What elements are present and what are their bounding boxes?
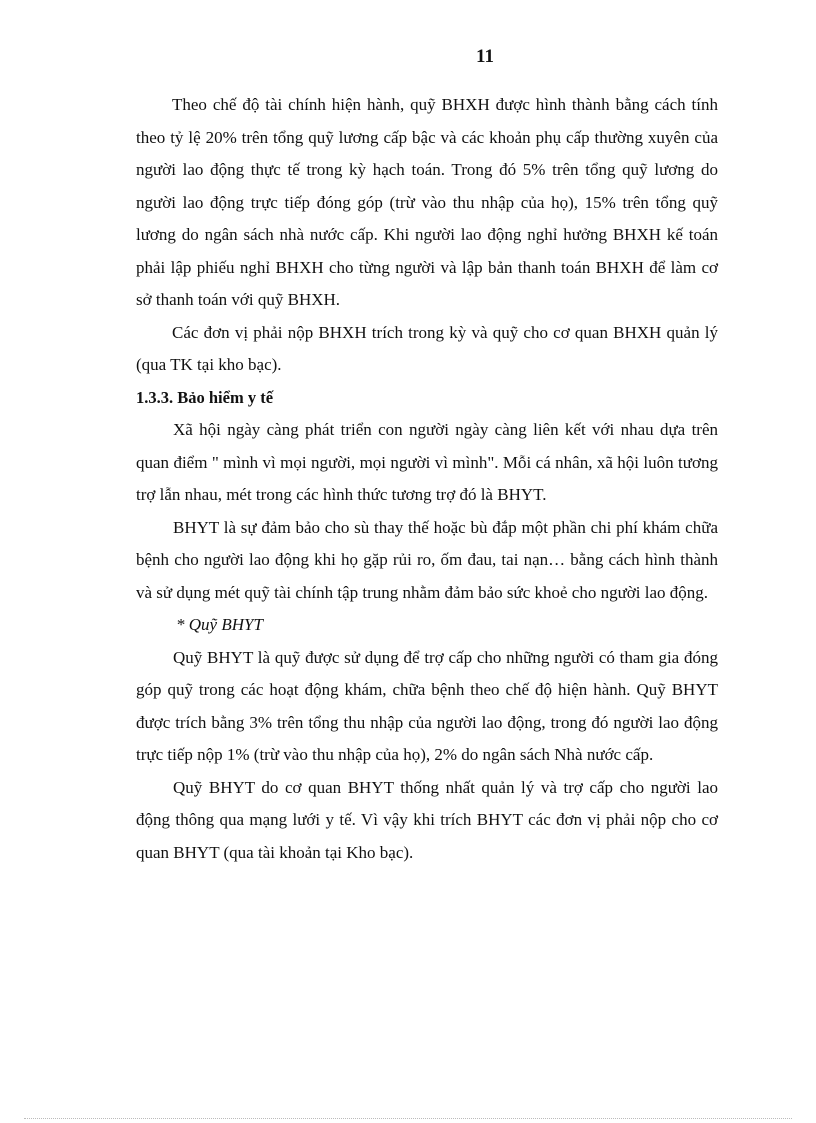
paragraph-bhxh-payment: Các đơn vị phải nộp BHXH trích trong kỳ và quỹ cho cơ quan BHXH quản lý (qua TK tại kho bạc).	[136, 322, 718, 374]
paragraph-bhyt-fund-contribution: Quỹ BHYT là quỹ được sử dụng để trợ cấp cho những người có tham gia đóng góp quỹ trong các hoạt động khám, chữa bệnh theo chế độ hiện hành. Quỹ BHYT được trích bằng 3% trên tổng thu nhập của người lao động, trong đó người lao động trực tiếp nộp 1% (trừ vào thu nhập của họ), 2% do ngân sách Nhà nước cấp.	[136, 647, 718, 764]
page-number: 11	[476, 46, 494, 67]
section-heading-health-insurance: 1.3.3. Bảo hiểm y tế	[136, 387, 274, 407]
paragraph-bhxh-fund-formation: Theo chế độ tài chính hiện hành, quỹ BHXH được hình thành bằng cách tính theo tỷ lệ 20% trên tổng quỹ lương cấp bậc và các khoản phụ cấp thường xuyên của người lao động thực tế trong kỳ hạch toán. Trong đó 5% trên tổng quỹ lương do người lao động trực tiếp đóng góp (trừ vào thu nhập của họ), 15% trên tổng quỹ lương do ngân sách nhà nước cấp. Khi người lao động nghỉ hưởng BHXH kế toán phải lập phiếu nghỉ BHXH cho từng người và lập bản thanh toán BHXH để làm cơ sở thanh toán với quỹ BHXH.	[136, 95, 718, 309]
subheading-bhyt-fund: * Quỹ BHYT	[176, 615, 263, 634]
page-bottom-divider	[24, 1118, 792, 1119]
paragraph-social-mutual-support: Xã hội ngày càng phát triển con người ngày càng liên kết với nhau dựa trên quan điểm " mình vì mọi người, mọi người vì mình". Mỗi cá nhân, xã hội luôn tương trợ lẫn nhau, mét trong các hình thức tương trợ đó là BHYT.	[136, 420, 718, 504]
paragraph-bhyt-management: Quỹ BHYT do cơ quan BHYT thống nhất quản lý và trợ cấp cho người lao động thông qua mạng lưới y tế. Vì vậy khi trích BHYT các đơn vị phải nộp cho cơ quan BHYT (qua tài khoản tại Kho bạc).	[136, 777, 718, 862]
paragraph-bhyt-definition: BHYT là sự đảm bảo cho sù thay thế hoặc bù đắp một phần chi phí khám chữa bệnh cho người lao động khi họ gặp rủi ro, ốm đau, tai nạn… bằng cách hình thành và sử dụng mét quỹ tài chính tập trung nhằm đảm bảo sức khoẻ cho người lao động.	[136, 517, 718, 602]
document-body	[136, 89, 718, 869]
